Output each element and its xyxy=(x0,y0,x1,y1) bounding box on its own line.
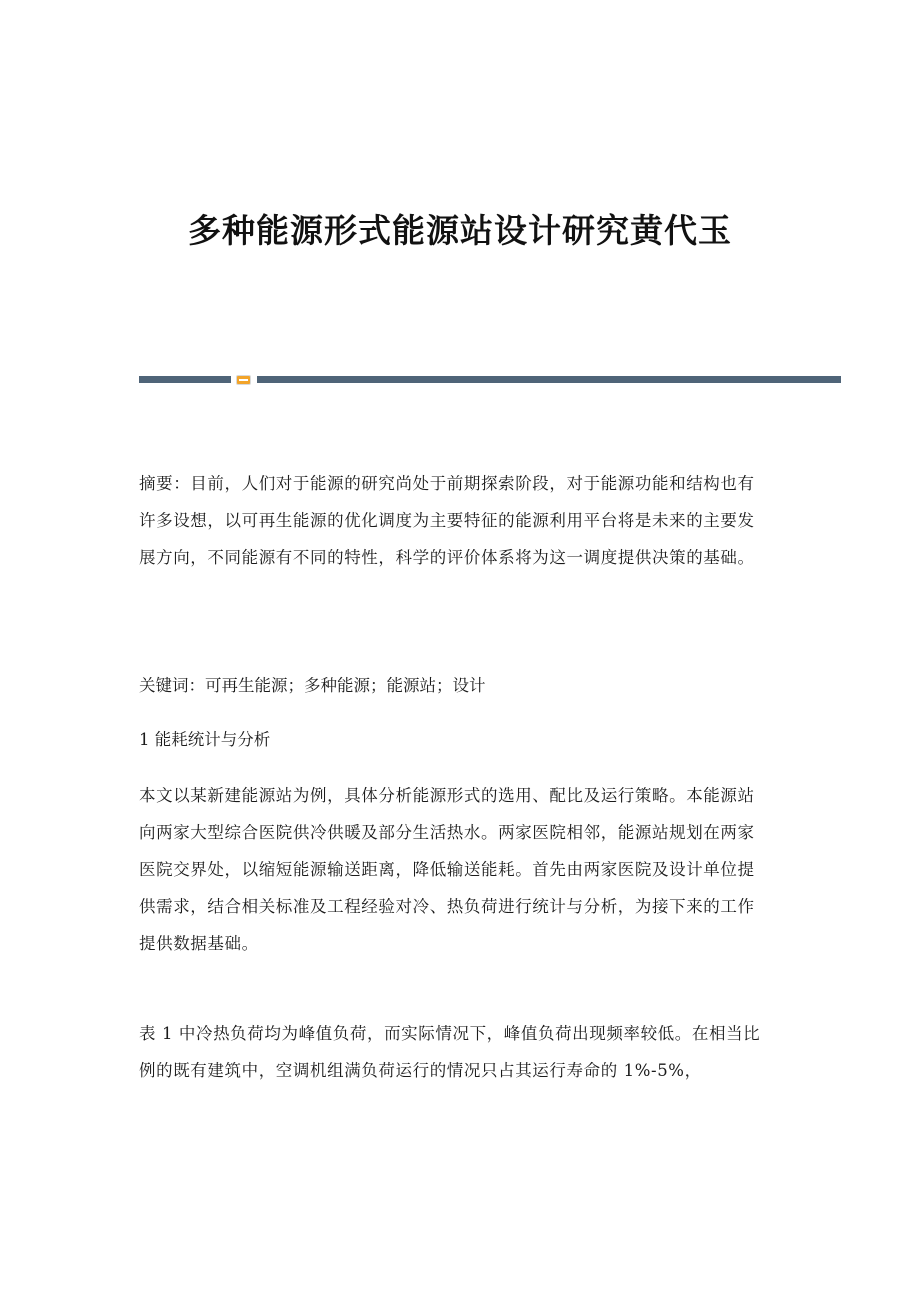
divider-right-bar xyxy=(257,376,841,383)
abstract-text: 摘要：目前，人们对于能源的研究尚处于前期探索阶段，对于能源功能和结构也有许多设想，以可再生能源的优化调度为主要特征的能源利用平台将是未来的主要发展方向，不同能源有不同的特性，科学的评价体系将为这一调度提供决策的基础。 xyxy=(139,474,755,567)
abstract-paragraph xyxy=(139,465,771,576)
section-heading xyxy=(139,721,771,758)
intro-paragraph xyxy=(139,777,771,962)
table-note-paragraph xyxy=(139,1015,771,1089)
section-heading-text: 1 能耗统计与分析 xyxy=(139,730,271,749)
keywords-text: 关键词：可再生能源；多种能源；能源站；设计 xyxy=(139,676,486,695)
table-note-text: 表 1 中冷热负荷均为峰值负荷，而实际情况下，峰值负荷出现频率较低。在相当比例的既有建筑中，空调机组满负荷运行的情况只占其运行寿命的 1%-5%， xyxy=(139,1024,761,1080)
title-divider xyxy=(139,375,841,385)
intro-text: 本文以某新建能源站为例，具体分析能源形式的选用、配比及运行策略。本能源站向两家大型综合医院供冷供暖及部分生活热水。两家医院相邻，能源站规划在两家医院交界处，以缩短能源输送距离，降低输送能耗。首先由两家医院及设计单位提供需求，结合相关标准及工程经验对冷、热负荷进行统计与分析，为接下来的工作提供数据基础。 xyxy=(139,786,755,953)
divider-ornament-icon xyxy=(236,375,251,385)
document-title: 多种能源形式能源站设计研究黄代玉 xyxy=(188,211,732,250)
divider-left-bar xyxy=(139,376,231,383)
keywords-line xyxy=(139,667,771,704)
